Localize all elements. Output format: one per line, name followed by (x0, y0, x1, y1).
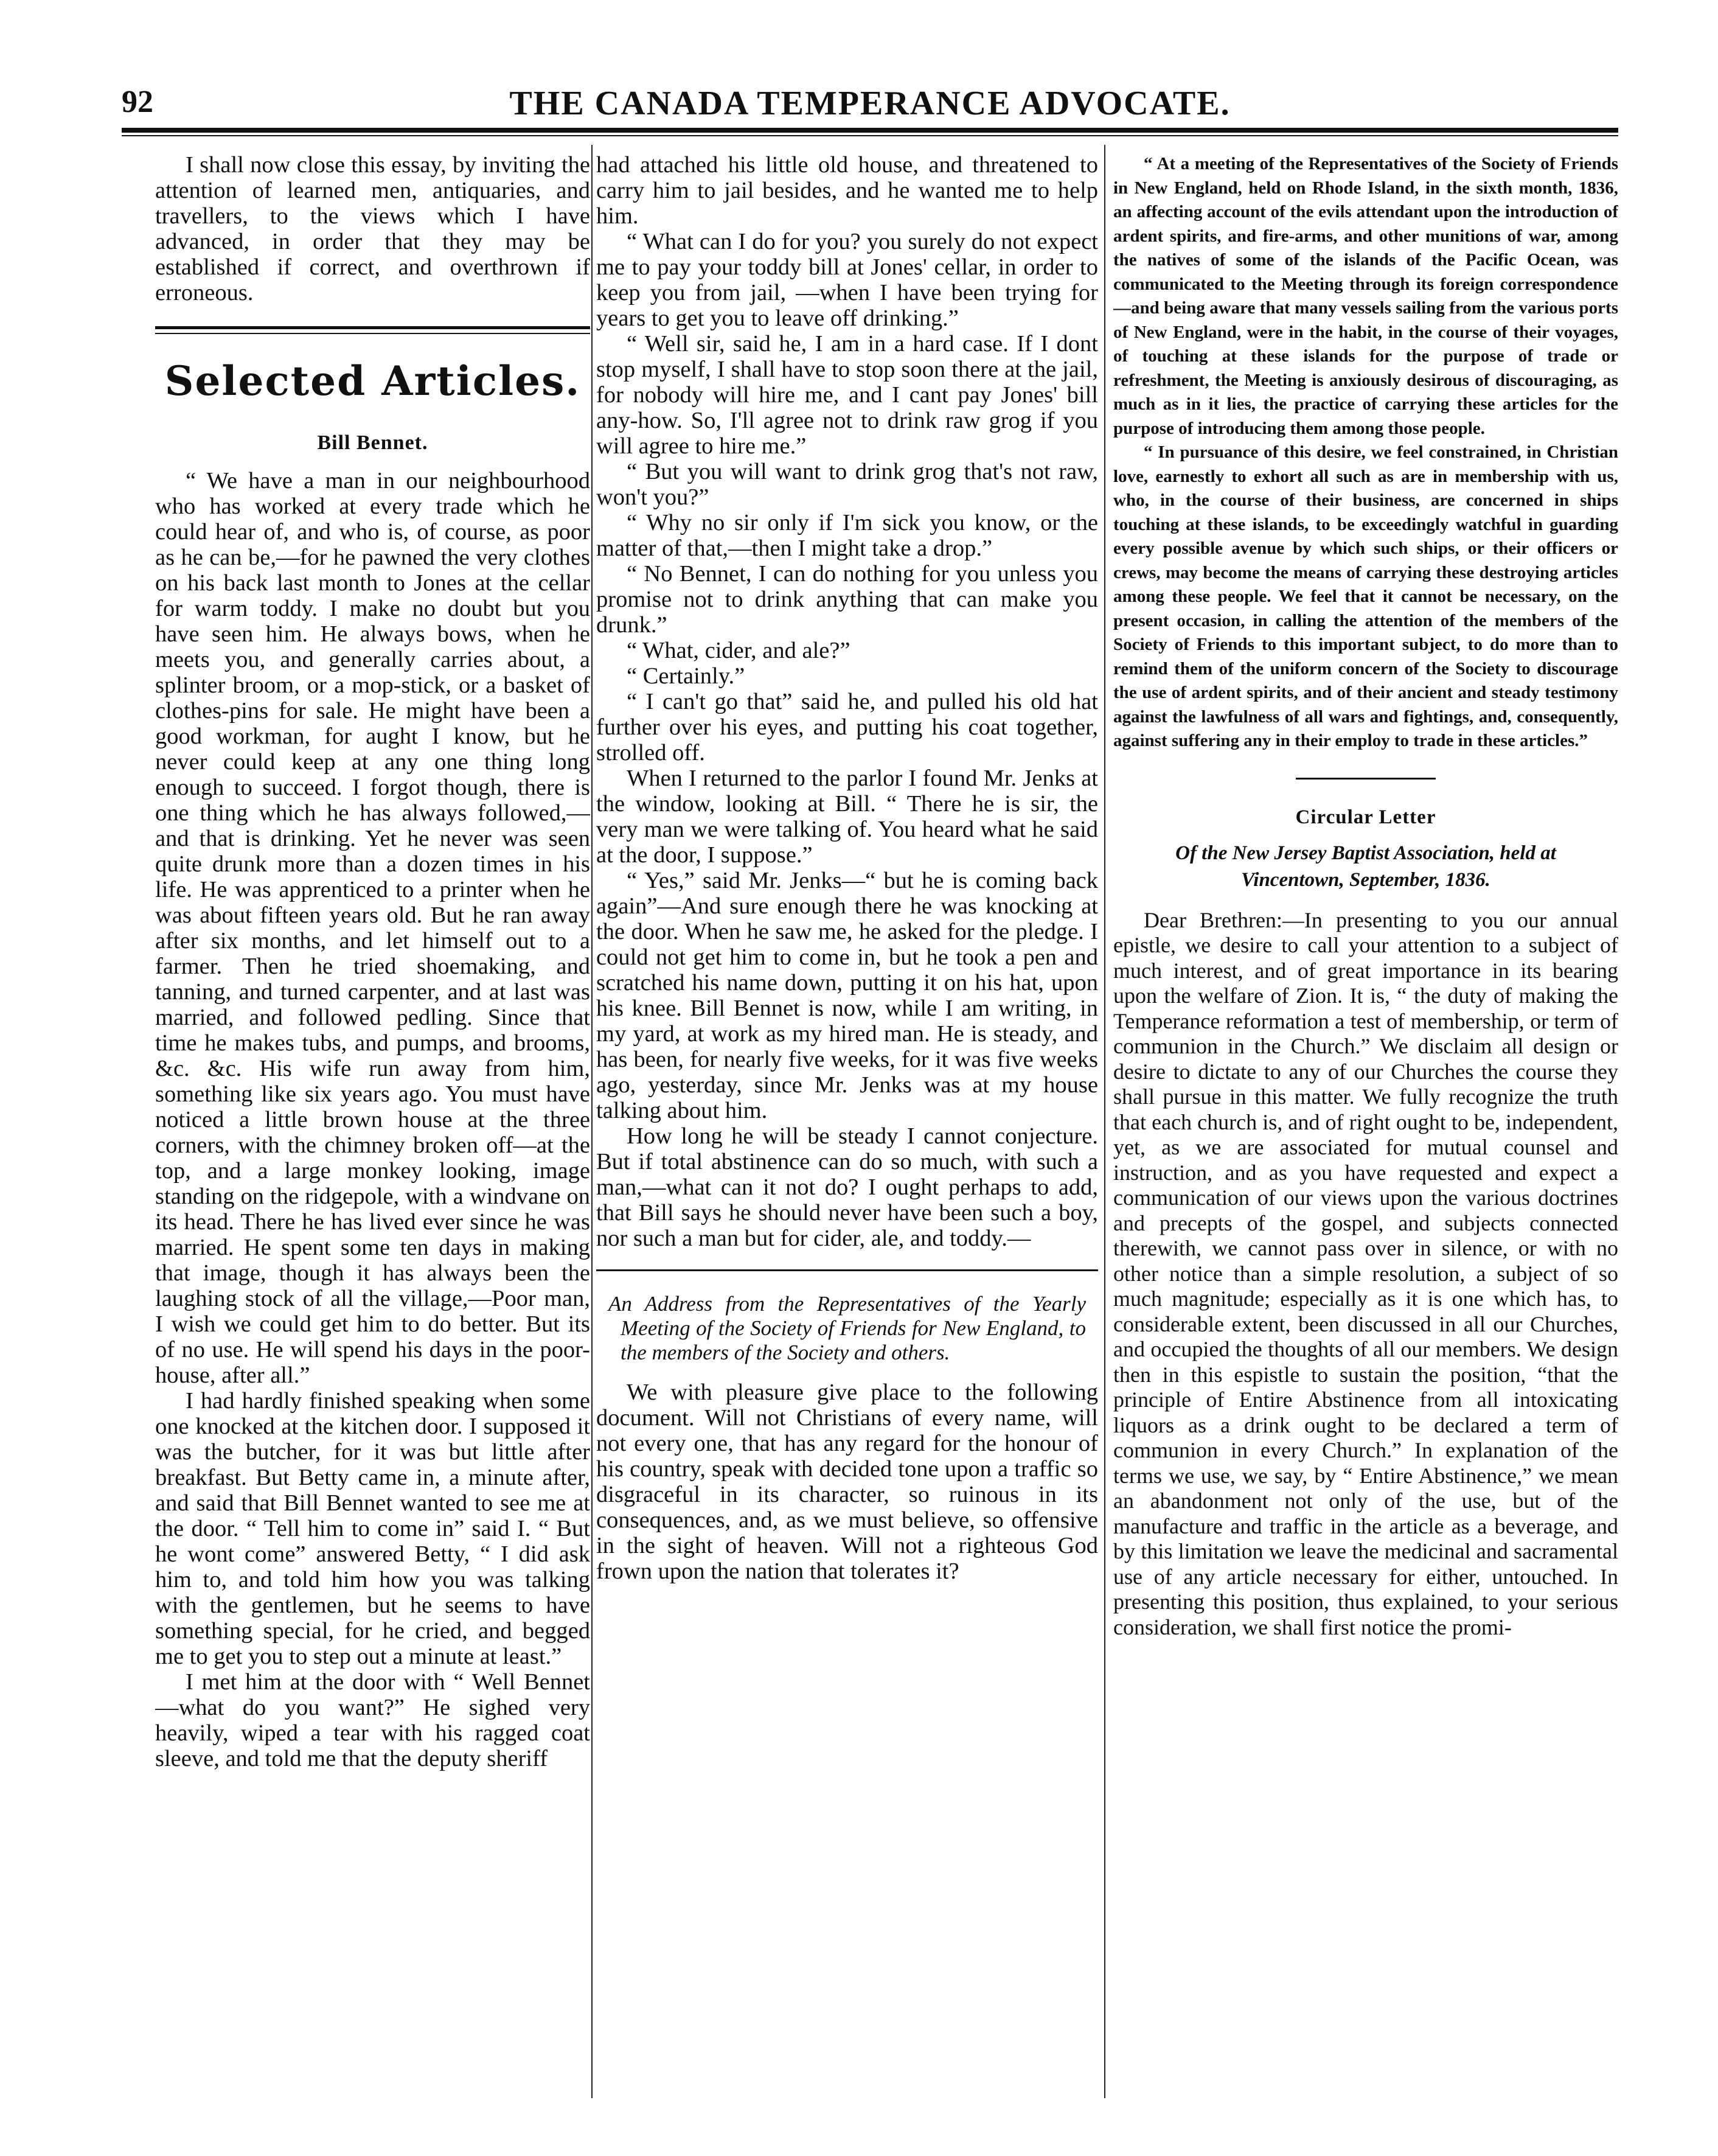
article-paragraph: “ No Bennet, I can do nothing for you unless you promise not to drink anything that can make you drunk.” (596, 561, 1098, 638)
circular-letter-title: Circular Letter (1295, 806, 1436, 828)
circular-letter-paragraph: Dear Brethren:—In presenting to you our annual epistle, we desire to call your attention to a subject of much interest, and of great importance in its bearing upon the welfare of Zion. It is, “ the duty of making the Temperance reformation a test of membership, or term of communion in the Church.” We disclaim all design or desire to dictate to any of our Churches the course they shall pursue in this matter. We fully recognize the truth that each church is, and of right ought to be, independent, yet, as we are associated for mutual counsel and instruction, and as you have requested and expect a communication of our views upon the various doctrines and precepts of the gospel, and subjects connected therewith, we cannot pass over in silence, or with no other notice than a simple resolution, a subject of so much magnitude; especially as it is one which has, to considerable extent, been discussed in all our Churches, and occupied the thoughts of all our members. We design then in this espistle to sustain the position, “that the principle of Entire Abstinence from all intoxicating liquors as a drink ought to be declared a term of communion in every Church.” In explanation of the terms we use, we say, by “ Entire Abstinence,” we mean an abandonment not only of the use, but of the manufacture and traffic in the article as a beverage, and by this limitation we leave the medicinal and sacramental use of any article necessary for either, untouched. In presenting this position, thus explained, to your serious consideration, we shall first notice the promi- (1113, 907, 1618, 1639)
column-divider-1 (591, 145, 593, 2098)
article-paragraph: I had hardly finished speaking when some one knocked at the kitchen door. I supposed it was the butcher, for it was but little after breakfast. But Betty came in, a minute after, and said that Bill Bennet wanted to see me at the door. “ Tell him to come in” said I. “ But he wont come” answered Betty, “ I did ask him to, and told him how you was talking with the gentlemen, but he seems to have something special, for he cried, and begged me to get you to step out a minute at least.” (155, 1388, 590, 1669)
column-2 (596, 152, 1098, 2099)
article-paragraph: When I returned to the parlor I found Mr. Jenks at the window, looking at Bill. “ There he is sir, the very man we were talking of. You heard what he said at the door, I suppose.” (596, 766, 1098, 868)
article-paragraph: How long he will be steady I cannot conjecture. But if total abstinence can do so much, with such a man,—what can it not do? I ought perhaps to add, that Bill says he should never have been such a boy, nor such a man but for cider, ale, and toddy.— (596, 1123, 1098, 1251)
article-paragraph: “ What can I do for you? you surely do not expect me to pay your toddy bill at Jones' cellar, in order to keep you from jail, —when I have been trying for years to get you to leave off drinking.” (596, 229, 1098, 331)
article-paragraph: I met him at the door with “ Well Bennet—what do you want?” He sighed very heavily, wiped a tear with his ragged coat sleeve, and told me that the deputy sheriff (155, 1669, 590, 1771)
column-divider-2 (1104, 145, 1105, 2098)
article-paragraph: “ We have a man in our neighbourhood who has worked at every trade which he could hear of, and who is, of course, as poor as he can be,—for he pawned the very clothes on his back last month to Jones at the cellar for warm toddy. I make no doubt but you have seen him. He always bows, when he meets you, and generally carries about, a splinter broom, or a mop-stick, or a basket of clothes-pins for sale. He might have been a good workman, for aught I know, but he never could keep at any one thing long enough to succeed. I forgot though, there is one thing which he has always followed,—and that is drinking. Yet he never was seen quite drunk more than a dozen times in his life. He was apprenticed to a printer when he was about fifteen years old. But he ran away after six months, and let himself out to a farmer. Then he tried shoemaking, and tanning, and turned carpenter, and at last was married, and followed pedling. Since that time he makes tubs, and pumps, and brooms, &c. &c. His wife run away from him, something like six years ago. You must have noticed a little brown house at the three corners, with the chimney broken off—at the top, and a large monkey looking, image standing on the ridgepole, with a windvane on its head. There he has lived ever since he was married. He spent some ten days in making that image, though it has always been the laughing stock of all the village,—Poor man, I wish we could get him to do better. But its of no use. He will spend his days in the poor-house, after all.” (155, 468, 590, 1388)
header-rule-thick (122, 128, 1618, 133)
article-paragraph: had attached his little old house, and threatened to carry him to jail besides, and he wanted me to help him. (596, 152, 1098, 229)
column-1 (155, 152, 590, 2099)
article-paragraph: “ What, cider, and ale?” (627, 638, 850, 663)
column-3 (1113, 152, 1618, 2099)
essay-closing-paragraph: I shall now close this essay, by inviting the attention of learned men, antiquaries, and travellers, to the views which I have advanced, in order that they may be established if correct, and overthrown if erroneous. (155, 152, 590, 305)
circular-subtitle-line: Vincentown, September, 1836. (1241, 868, 1490, 891)
quoted-minute-paragraph: “ At a meeting of the Representatives of the Society of Friends in New England, held on Rhode Island, in the sixth month, 1836, an affecting account of the evils attendant upon the introduction of ardent spirits, and fire-arms, and other munitions of war, among the natives of some of the islands of the Pacific Ocean, was communicated to the Meeting through its foreign correspondence—and being aware that many vessels sailing from the various ports of New England, were in the habit, in the course of their voyages, of touching at these islands for the purpose of trade or refreshment, the Meeting is anxiously desirous of discouraging, as much as in it lies, the practice of carrying these articles for the purpose of introducing them among those people. (1113, 154, 1618, 438)
article-separator-rule (1296, 778, 1436, 780)
section-heading: Selected Articles. (164, 357, 581, 405)
section-rule-thick (155, 326, 590, 329)
address-paragraph: We with pleasure give place to the following document. Will not Christians of every name, will not every one, that has any regard for the honour of his country, speak with decided tone upon a traffic so disgraceful in its character, so ruinous in its consequences, and, as we must believe, so offensive in the sight of heaven. Will not a righteous God frown upon the nation that tolerates it? (596, 1380, 1098, 1584)
circular-subtitle-line: Of the New Jersey Baptist Association, held at (1175, 842, 1556, 864)
section-rule-thin (155, 333, 590, 334)
header-rule-thin (122, 135, 1618, 136)
address-title: An Address from the Representatives of the Yearly Meeting of the Society of Friends for New England, to the members of the Society and others. (608, 1292, 1086, 1364)
masthead-title: THE CANADA TEMPERANCE ADVOCATE. (509, 85, 1231, 122)
circular-letter-subtitle (1113, 840, 1618, 893)
quoted-minute-paragraph: “ In pursuance of this desire, we feel constrained, in Christian love, earnestly to exhort all such as are in membership with us, who, in the course of their business, are concerned in ships touching at these islands, to be exceedingly watchful in guarding every possible avenue by which such ships, or their officers or crews, may become the means of carrying these destroying articles among these people. We feel that it cannot be necessary, on the present occasion, in calling the attention of the members of the Society of Friends to this important subject, to do more than to remind them of the uniform concern of the Society to discourage the use of ardent spirits, and of their ancient and steady testimony against the lawfulness of all wars and fightings, and, consequently, against suffering any in their employ to trade in these articles.” (1113, 442, 1618, 750)
article-paragraph: “ Certainly.” (627, 663, 745, 689)
article-paragraph: “ But you will want to drink grog that's not raw, won't you?” (596, 459, 1098, 510)
page-header (122, 84, 1618, 133)
article-separator-rule (596, 1269, 1098, 1271)
article-title-bill-bennet: Bill Bennet. (317, 431, 428, 454)
article-paragraph: “ Well sir, said he, I am in a hard case. If I dont stop myself, I shall have to stop soon there at the jail, for nobody will hire me, and I cant pay Jones' bill any-how. So, I'll agree not to drink raw grog if you will agree to hire me.” (596, 331, 1098, 459)
article-paragraph: “ Yes,” said Mr. Jenks—“ but he is coming back again”—And sure enough there he was knocking at the door. When he saw me, he asked for the pledge. I could not get him to come in, but he took a pen and scratched his name down, putting it on his hat, upon his knee. Bill Bennet is now, while I am writing, in my yard, at work as my hired man. He is steady, and has been, for nearly five weeks, for it was five weeks ago, yesterday, since Mr. Jenks was at my house talking about him. (596, 868, 1098, 1123)
page-number: 92 (122, 85, 153, 119)
article-paragraph: “ Why no sir only if I'm sick you know, or the matter of that,—then I might take a drop.” (596, 510, 1098, 561)
article-paragraph: “ I can't go that” said he, and pulled his old hat further over his eyes, and putting his coat together, strolled off. (596, 689, 1098, 766)
